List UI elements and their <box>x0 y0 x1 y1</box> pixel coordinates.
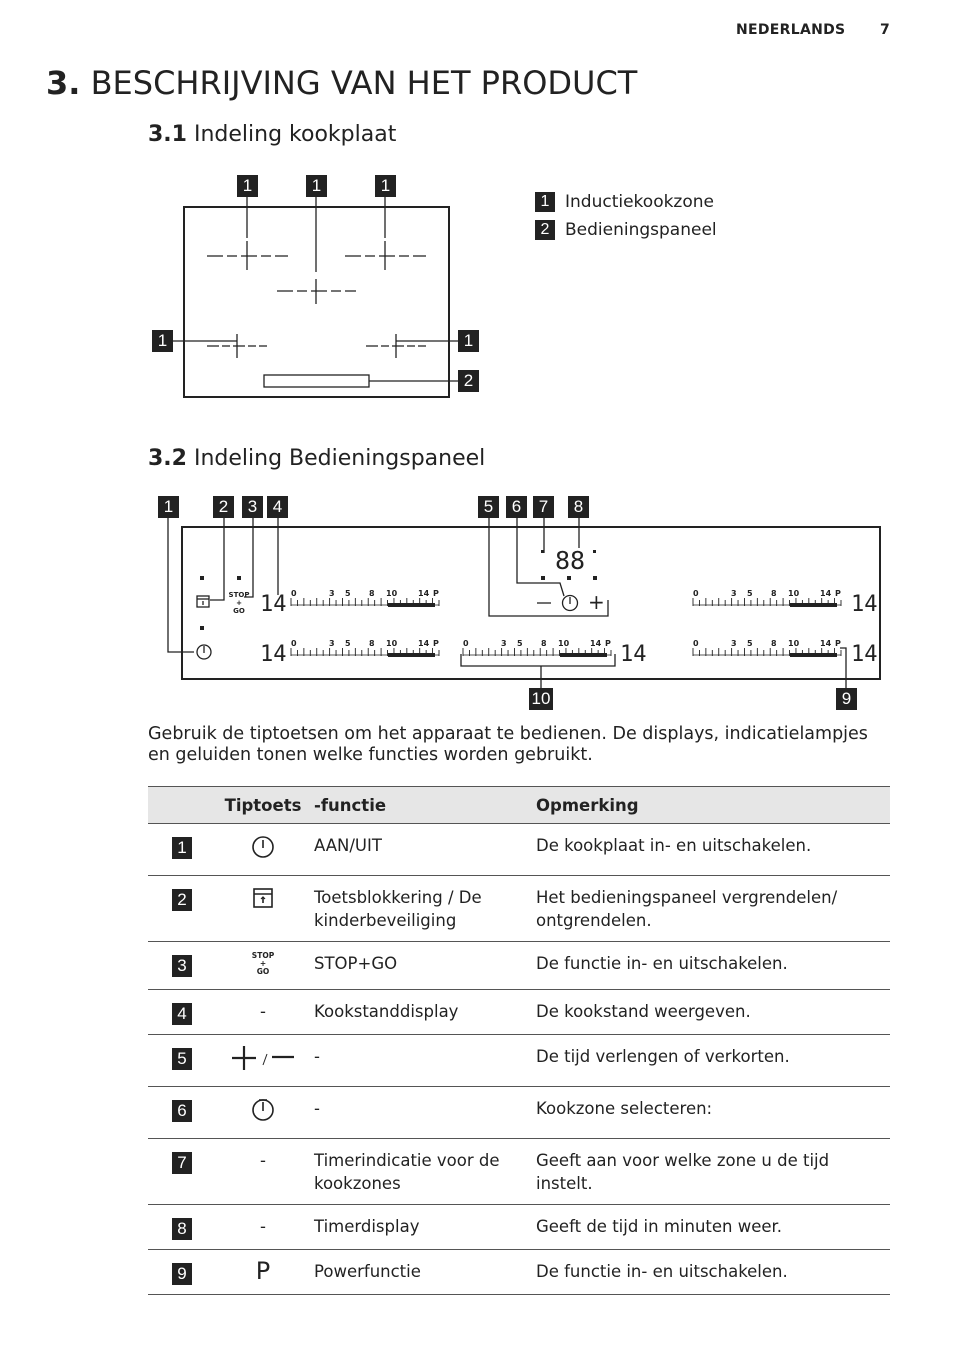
go-label: GO <box>233 607 245 615</box>
scale-label: 8 <box>771 589 777 598</box>
remark-cell: De kookstand weergeven. <box>530 990 890 1035</box>
remark-cell: Geeft aan voor welke zone u de tijd instelt. <box>530 1139 890 1205</box>
table-row <box>148 1139 890 1205</box>
lock-icon <box>251 895 275 914</box>
table-row <box>148 1205 890 1250</box>
row-number-badge: 1 <box>172 837 192 859</box>
timer-zone-indicator <box>567 576 571 580</box>
level-display: 14 <box>260 592 287 617</box>
level-display: 14 <box>260 642 287 667</box>
row-number-badge: 9 <box>172 1263 192 1285</box>
scale-label: 5 <box>517 639 523 648</box>
function-cell: Timerdisplay <box>308 1205 530 1250</box>
remark-cell: Kookzone selecteren: <box>530 1087 890 1139</box>
scale-label: 14 <box>820 639 832 648</box>
scale-label: 14 <box>418 589 430 598</box>
scale-label: P <box>433 639 439 648</box>
table-row <box>148 876 890 942</box>
table-row <box>148 1035 890 1087</box>
panel-callout: 1 <box>158 496 179 518</box>
plus-icon: + <box>588 590 605 614</box>
scale-label: 5 <box>345 639 351 648</box>
go-label: GO <box>256 967 270 976</box>
function-table <box>148 786 890 1295</box>
panel-callout: 10 <box>529 688 553 710</box>
table-row <box>148 942 890 990</box>
legend-item <box>535 220 717 240</box>
table-row <box>148 1250 890 1295</box>
panel-callout: 3 <box>242 496 263 518</box>
scale-label: 14 <box>418 639 430 648</box>
timer-icon <box>563 596 578 611</box>
scale-label: 10 <box>788 589 800 598</box>
scale-label: 14 <box>590 639 602 648</box>
scale-label: 3 <box>329 639 335 648</box>
indicator-dot <box>200 626 204 630</box>
indicator-dot <box>237 576 241 580</box>
hob-callout: 2 <box>458 370 479 392</box>
panel-callout: 4 <box>267 496 288 518</box>
page-header-language: NEDERLANDS <box>736 22 846 38</box>
scale-label: 0 <box>463 639 469 648</box>
remark-cell: De kookplaat in- en uitschakelen. <box>530 824 890 876</box>
stop-label: STOP <box>251 951 275 960</box>
indicator-dot <box>200 576 204 580</box>
function-cell: Kookstanddisplay <box>308 990 530 1035</box>
scale-label: 0 <box>291 589 297 598</box>
scale-label: 0 <box>291 639 297 648</box>
key-text: P <box>255 1257 271 1285</box>
subsection-title-panel <box>148 446 485 471</box>
scale-label: P <box>433 589 439 598</box>
scale-label: 3 <box>731 639 737 648</box>
key-text: - <box>260 1217 266 1236</box>
subsection-title-hob <box>148 122 396 147</box>
row-number-badge: 8 <box>172 1218 192 1240</box>
key-text: - <box>260 1151 266 1170</box>
hob-callout: 1 <box>375 175 396 197</box>
table-row <box>148 990 890 1035</box>
panel-callout: 2 <box>213 496 234 518</box>
scale-label: 10 <box>558 639 570 648</box>
function-cell: Powerfunctie <box>308 1250 530 1295</box>
section-number: 3. <box>46 64 81 102</box>
scale-label: 14 <box>820 589 832 598</box>
panel-callout: 8 <box>568 496 589 518</box>
hob-callout: 1 <box>306 175 327 197</box>
stop-go-plus: + <box>236 599 242 607</box>
function-cell: Timerindicatie voor de kookzones <box>308 1139 530 1205</box>
function-cell: STOP+GO <box>308 942 530 990</box>
power-icon <box>250 845 276 864</box>
level-display: 14 <box>851 592 878 617</box>
scale-label: 3 <box>501 639 507 648</box>
legend-label: Inductiekookzone <box>565 192 714 212</box>
column-header-function: -functie <box>308 787 530 824</box>
scale-label: 8 <box>369 639 375 648</box>
key-text: - <box>260 1002 266 1021</box>
scale-label: 8 <box>369 589 375 598</box>
subsection-title-text: Indeling kookplaat <box>193 122 397 147</box>
timer-icon <box>250 1108 276 1127</box>
column-header-key: Tiptoets <box>218 787 308 824</box>
row-number-badge: 6 <box>172 1100 192 1122</box>
timer-zone-indicator <box>541 576 545 580</box>
hob-outline <box>184 207 449 397</box>
control-panel-mark <box>264 375 369 387</box>
scale-label: 3 <box>731 589 737 598</box>
scale-label: P <box>605 639 611 648</box>
table-header-row <box>148 787 890 824</box>
panel-callout: 5 <box>478 496 499 518</box>
remark-cell: Geeft de tijd in minuten weer. <box>530 1205 890 1250</box>
row-number-badge: 7 <box>172 1152 192 1174</box>
hob-callout: 1 <box>458 330 479 352</box>
page-number: 7 <box>880 22 890 38</box>
timer-zone-indicator <box>593 576 597 580</box>
plus-minus-icon <box>230 1056 296 1075</box>
panel-callout: 9 <box>836 688 857 710</box>
remark-cell: De tijd verlengen of verkorten. <box>530 1035 890 1087</box>
stop-label: STOP <box>228 591 250 599</box>
legend-badge: 2 <box>535 220 555 240</box>
level-display: 14 <box>620 642 647 667</box>
section-title-text: BESCHRIJVING VAN HET PRODUCT <box>90 64 638 102</box>
stop-go-plus: + <box>259 959 267 968</box>
hob-callout: 1 <box>237 175 258 197</box>
power-icon <box>197 645 211 659</box>
lock-icon <box>197 596 209 607</box>
row-number-badge: 2 <box>172 889 192 911</box>
scale-label: 0 <box>693 639 699 648</box>
stop-go-icon <box>252 952 274 976</box>
scale-label: 8 <box>541 639 547 648</box>
legend-badge: 1 <box>535 192 555 212</box>
scale-label: P <box>835 589 841 598</box>
timer-display: 88 <box>555 546 586 575</box>
remark-cell: De functie in- en uitschakelen. <box>530 942 890 990</box>
panel-callout: 6 <box>506 496 527 518</box>
subsection-number: 3.2 <box>148 446 187 471</box>
subsection-number: 3.1 <box>148 122 187 147</box>
level-display: 14 <box>851 642 878 667</box>
row-number-badge: 4 <box>172 1003 192 1025</box>
column-header-remark: Opmerking <box>530 787 890 824</box>
table-row <box>148 824 890 876</box>
scale-label: P <box>835 639 841 648</box>
scale-label: 10 <box>386 639 398 648</box>
function-cell: Toetsblokkering / De kinderbeveiliging <box>308 876 530 942</box>
legend-item <box>535 192 714 212</box>
scale-label: 5 <box>345 589 351 598</box>
intro-paragraph: Gebruik de tiptoetsen om het apparaat te bedienen. De displays, indicatielampjes en geluiden tonen welke functies worden gebruikt. <box>148 724 868 765</box>
subsection-title-text: Indeling Bedieningspaneel <box>193 446 486 471</box>
panel-outline <box>182 527 880 679</box>
scale-label: 8 <box>771 639 777 648</box>
function-cell: - <box>308 1087 530 1139</box>
scale-label: 0 <box>693 589 699 598</box>
row-number-badge: 3 <box>172 955 192 977</box>
remark-cell: De functie in- en uitschakelen. <box>530 1250 890 1295</box>
hob-callout: 1 <box>152 330 173 352</box>
scale-label: 10 <box>386 589 398 598</box>
scale-label: 10 <box>788 639 800 648</box>
function-cell: - <box>308 1035 530 1087</box>
remark-cell: Het bedieningspaneel vergrendelen/ ontgrendelen. <box>530 876 890 942</box>
panel-callout: 7 <box>533 496 554 518</box>
function-cell: AAN/UIT <box>308 824 530 876</box>
scale-label: 3 <box>329 589 335 598</box>
scale-label: 5 <box>747 639 753 648</box>
section-title <box>46 64 637 102</box>
table-row <box>148 1087 890 1139</box>
row-number-badge: 5 <box>172 1048 192 1070</box>
scale-label: 5 <box>747 589 753 598</box>
legend-label: Bedieningspaneel <box>565 220 717 240</box>
